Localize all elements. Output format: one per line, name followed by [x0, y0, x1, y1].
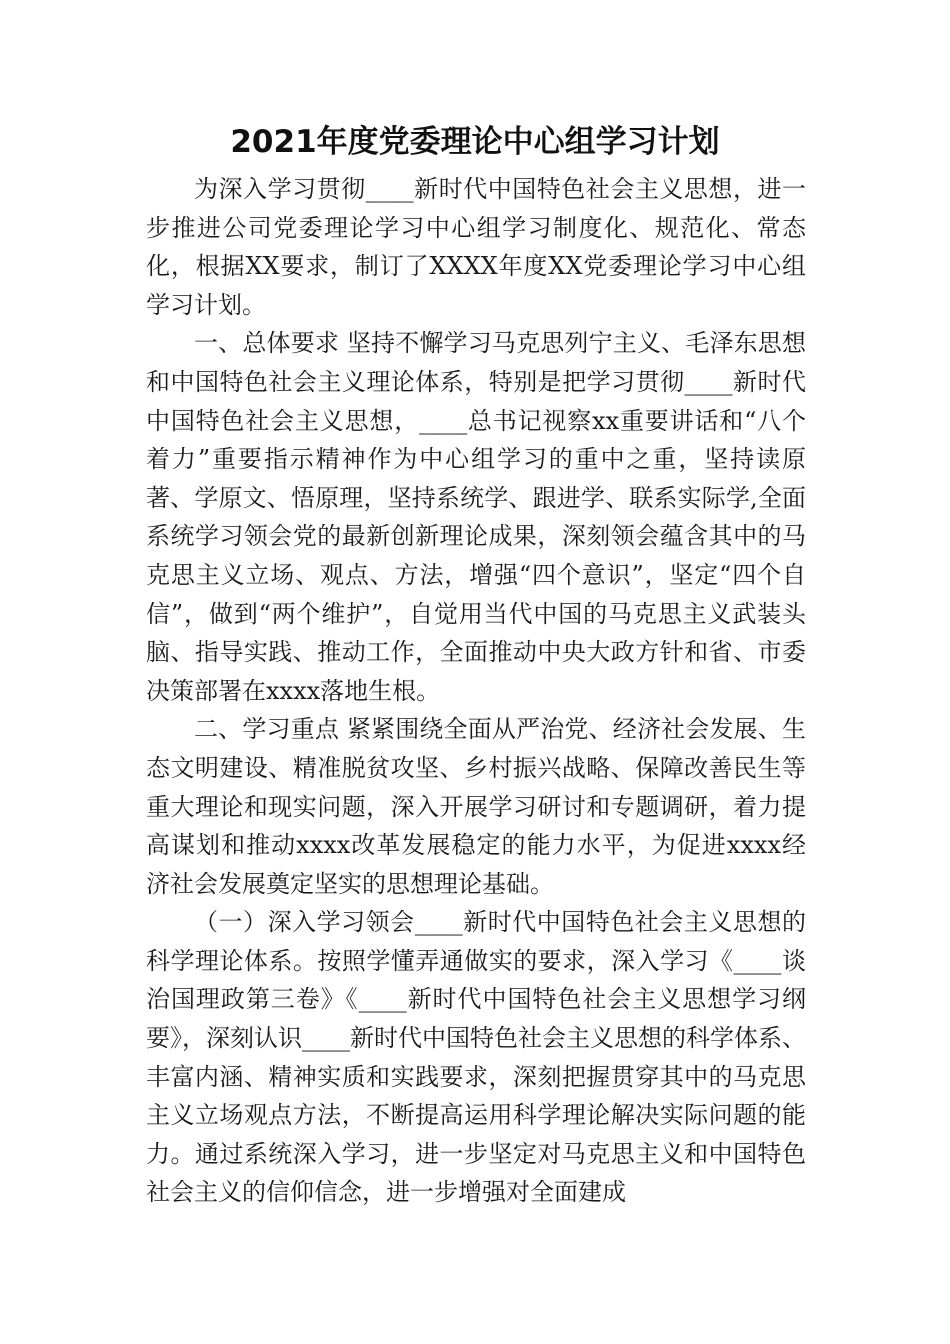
paragraph-section-one: （一）深入学习领会____新时代中国特色社会主义思想的科学理论体系。按照学懂弄通做实的要求，深入学习《____谈治国理政第三卷》《____新时代中国特色社会主义思想学习纲要》，深刻认识____新时代中国特色社会主义思想的科学体系、丰富内涵、精神实质和实践要求，深刻把握贯穿其中的马克思主义立场观点方法，不断提高运用科学理论解决实际问题的能力。通过系统深入学习，进一步坚定对马克思主义和中国特色社会主义的信仰信念，进一步增强对全面建成 [146, 908, 806, 1207]
document-body [146, 170, 806, 1212]
paragraph-study-focus: 二、学习重点 紧紧围绕全面从严治党、经济社会发展、生态文明建设、精准脱贫攻坚、乡村振兴战略、保障改善民生等重大理论和现实问题，深入开展学习研讨和专题调研，着力提高谋划和推动xxxx改革发展稳定的能力水平，为促进xxxx经济社会发展奠定坚实的思想理论基础。 [146, 715, 806, 898]
document-title: 2021年度党委理论中心组学习计划 [230, 124, 720, 160]
paragraph-general-requirements: 一、总体要求 坚持不懈学习马克思列宁主义、毛泽东思想和中国特色社会主义理论体系，特别是把学习贯彻____新时代中国特色社会主义思想，____总书记视察xx重要讲话和“八个着力”重要指示精神作为中心组学习的重中之重，坚持读原著、学原文、悟原理，坚持系统学、跟进学、联系实际学,全面系统学习领会党的最新创新理论成果，深刻领会蕴含其中的马克思主义立场、观点、方法，增强“四个意识”，坚定“四个自信”，做到“两个维护”，自觉用当代中国的马克思主义武装头脑、指导实践、推动工作，全面推动中央大政方针和省、市委决策部署在xxxx落地生根。 [146, 329, 806, 705]
paragraph-intro: 为深入学习贯彻____新时代中国特色社会主义思想，进一步推进公司党委理论学习中心组学习制度化、规范化、常态化，根据XX要求，制订了XXXX年度XX党委理论学习中心组学习计划。 [146, 175, 806, 319]
